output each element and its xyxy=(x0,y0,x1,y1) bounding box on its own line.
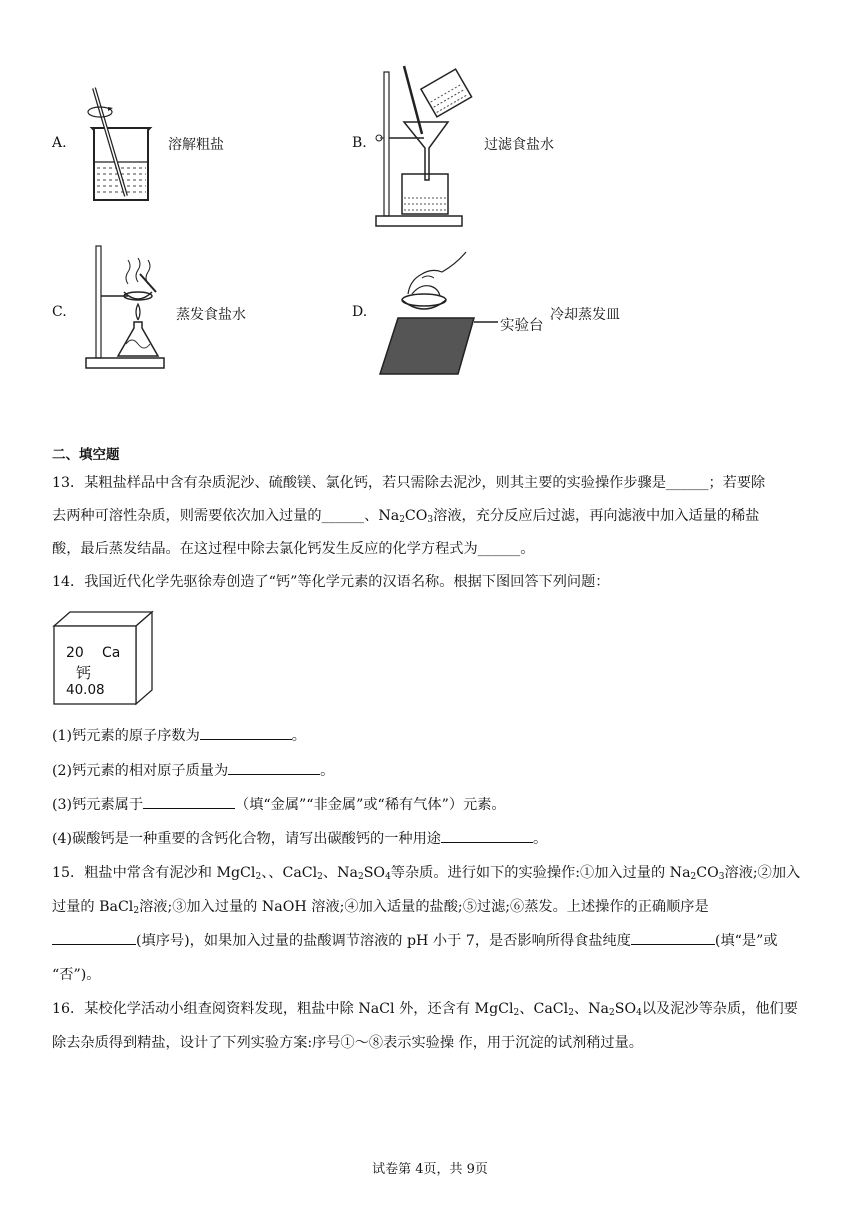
q16-t5: 以及泥沙等杂质，他们要 xyxy=(641,1001,798,1017)
q15-t10: (填序号)，如果加入过量的盐酸调节溶液的 pH 小于 7，是否影响所得食盐纯度 xyxy=(136,933,631,949)
q15-t6: CO xyxy=(696,865,719,881)
q15-sub: 3 xyxy=(718,872,725,882)
q15-line-1 xyxy=(52,862,800,882)
q13-text-c: 溶液，充分反应后过滤，再向滤液中加入适量的稀盐 xyxy=(433,508,760,524)
option-c-caption: 蒸发食盐水 xyxy=(176,307,246,323)
answer-blank[interactable] xyxy=(631,930,715,945)
q14-s1-end: 。 xyxy=(291,728,306,744)
q15-t1: 15．粗盐中常含有泥沙和 MgCl xyxy=(52,865,256,881)
q16-t2: 、CaCl xyxy=(519,1001,569,1017)
q15-line-4: “否”)。 xyxy=(52,967,101,983)
q16-t1: 16．某校化学活动小组查阅资料发现，粗盐中除 NaCl 外，还含有 MgCl xyxy=(52,1001,514,1017)
dissolving-figure xyxy=(80,84,160,204)
q15-sub: 2 xyxy=(357,872,364,882)
q13-sub-2: 2 xyxy=(399,515,405,525)
answer-blank[interactable] xyxy=(200,725,292,740)
filtration-figure xyxy=(370,62,480,232)
q16-sub: 2 xyxy=(513,1008,520,1018)
option-d-caption: 冷却蒸发皿 xyxy=(550,307,620,323)
q15-sub: 2 xyxy=(133,906,140,916)
q13-sub-3: 3 xyxy=(427,515,434,525)
option-b-letter: B. xyxy=(352,135,367,151)
q14-s3-end: （填“金属”“非金属”或“稀有气体”）元素。 xyxy=(235,797,506,813)
q14-s1-text: (1)钙元素的原子序数为 xyxy=(52,728,200,744)
q13-text-b: CO xyxy=(404,508,428,524)
q15-t5: 等杂质。进行如下的实验操作:①加入过量的 Na xyxy=(390,865,691,881)
option-d-letter: D. xyxy=(352,304,368,320)
q15-sub: 2 xyxy=(317,872,323,882)
q16-t4: SO xyxy=(614,1001,637,1017)
option-a-letter: A. xyxy=(52,135,67,151)
q15-sub: 4 xyxy=(385,872,391,882)
q15-t7: 溶液;②加入 xyxy=(724,865,801,881)
q16-line-2: 除去杂质得到精盐，设计了下列实验方案:序号①～⑧表示实验操 作，用于沉淀的试剂稍过量。 xyxy=(52,1035,643,1051)
q15-line-2 xyxy=(52,896,709,916)
q16-line-1 xyxy=(52,998,798,1018)
q14-s2-text: (2)钙元素的相对原子质量为 xyxy=(52,763,229,779)
answer-blank[interactable] xyxy=(143,794,235,809)
q14-sub-3 xyxy=(52,794,506,814)
q15-t9: 溶液;③加入过量的 NaOH 溶液;④加入适量的盐酸;⑤过滤;⑥蒸发。上述操作的正确顺序是 xyxy=(139,899,709,915)
q14-s4-end: 。 xyxy=(532,831,548,847)
q14-sub-2 xyxy=(52,760,334,780)
q15-t3: 、Na xyxy=(322,865,358,881)
cooling-figure xyxy=(378,248,548,378)
q13-line-1: 13．某粗盐样品中含有杂质泥沙、硫酸镁、氯化钙，若只需除去泥沙，则其主要的实验操作步骤是______；若要除 xyxy=(52,475,766,491)
option-a-caption: 溶解粗盐 xyxy=(168,137,224,153)
q14-sub-1 xyxy=(52,725,306,745)
q13-line-3: 酸，最后蒸发结晶。在这过程中除去氯化钙发生反应的化学方程式为______。 xyxy=(52,541,535,557)
q16-sub: 4 xyxy=(636,1008,642,1018)
element-name: 钙 xyxy=(76,664,92,682)
q15-sub: 2 xyxy=(255,872,262,882)
answer-blank[interactable] xyxy=(441,828,533,843)
q13-line-2 xyxy=(52,505,759,525)
q13-text-a: 去两种可溶性杂质，则需要依次加入过量的______、Na xyxy=(52,508,400,524)
element-number: 20 xyxy=(66,645,84,661)
option-c-letter: C. xyxy=(52,304,67,320)
answer-blank[interactable] xyxy=(52,930,136,945)
evaporation-figure xyxy=(84,244,174,374)
option-b-caption: 过滤食盐水 xyxy=(484,137,554,153)
q16-sub: 2 xyxy=(568,1008,574,1018)
bench-label: 实验台 xyxy=(500,318,544,334)
q15-t4: SO xyxy=(363,865,386,881)
q14-intro: 14．我国近代化学先驱徐寿创造了“钙”等化学元素的汉语名称。根据下图回答下列问题： xyxy=(52,574,610,590)
q16-t3: 、Na xyxy=(573,1001,609,1017)
q15-t2: 、、CaCl xyxy=(261,865,318,881)
element-mass: 40.08 xyxy=(66,682,105,698)
page-footer: 试卷第 4页，共 9页 xyxy=(372,1162,488,1177)
q15-t11: (填“是”或 xyxy=(714,933,778,949)
element-symbol: Ca xyxy=(102,645,121,661)
q14-s4-text: (4)碳酸钙是一种重要的含钙化合物，请写出碳酸钙的一种用途 xyxy=(52,831,441,847)
section-title: 二、填空题 xyxy=(52,447,120,463)
answer-blank[interactable] xyxy=(228,760,320,775)
q14-s3-text: (3)钙元素属于 xyxy=(52,797,144,813)
q15-t8: 过量的 BaCl xyxy=(52,899,134,915)
q14-sub-4 xyxy=(52,828,547,848)
q16-sub: 2 xyxy=(608,1008,615,1018)
q15-line-3 xyxy=(52,930,778,950)
q15-sub: 2 xyxy=(690,872,697,882)
q14-s2-end: 。 xyxy=(320,763,335,779)
